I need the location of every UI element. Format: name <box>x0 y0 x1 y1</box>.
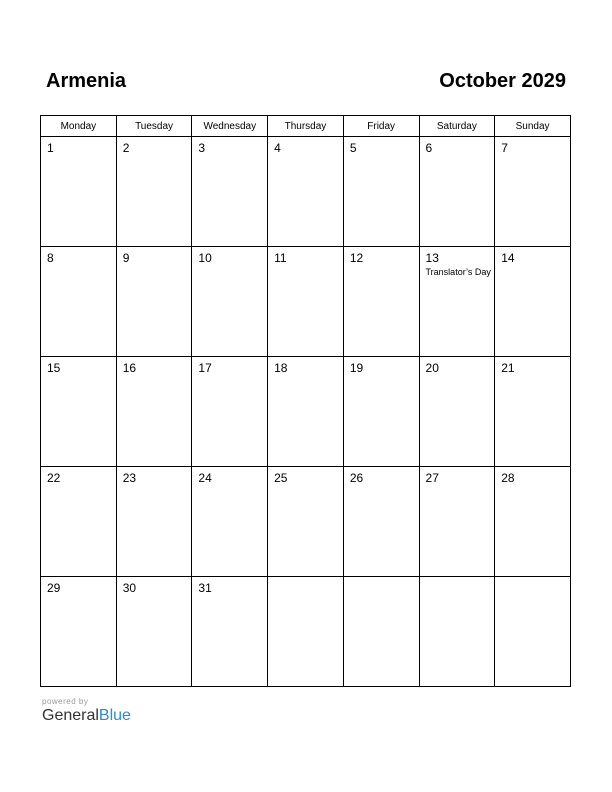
weekday-sunday: Sunday <box>495 116 571 137</box>
day-number: 6 <box>425 141 433 155</box>
day-cell <box>419 357 495 467</box>
day-number: 24 <box>198 471 212 485</box>
day-cell <box>41 467 117 577</box>
week-row <box>41 577 571 687</box>
calendar-header <box>46 70 566 100</box>
day-number: 27 <box>425 471 439 485</box>
weekday-friday: Friday <box>343 116 419 137</box>
day-cell <box>419 247 495 357</box>
calendar-grid <box>40 115 571 687</box>
week-row <box>41 247 571 357</box>
weekday-wednesday: Wednesday <box>192 116 268 137</box>
day-cell <box>343 137 419 247</box>
day-cell <box>268 247 344 357</box>
day-cell <box>192 577 268 687</box>
day-number: 13 <box>425 251 439 265</box>
day-number: 31 <box>198 581 212 595</box>
footer <box>42 697 131 725</box>
day-number: 1 <box>47 141 54 155</box>
day-cell <box>419 137 495 247</box>
day-cell <box>495 467 571 577</box>
day-cell <box>495 357 571 467</box>
day-number: 3 <box>198 141 206 155</box>
day-cell <box>116 137 192 247</box>
day-number: 16 <box>122 361 137 375</box>
powered-by-text: powered by <box>42 697 89 706</box>
day-cell <box>419 577 495 687</box>
day-cell <box>343 357 419 467</box>
day-cell <box>41 577 117 687</box>
day-number: 9 <box>122 251 130 265</box>
week-row <box>41 467 571 577</box>
generalblue-logo[interactable] <box>42 707 131 725</box>
day-number: 28 <box>501 471 515 485</box>
weekday-monday: Monday <box>41 116 117 137</box>
day-number: 23 <box>122 471 137 485</box>
day-number: 4 <box>274 141 281 155</box>
day-number: 7 <box>501 141 508 155</box>
weekday-tuesday: Tuesday <box>116 116 192 137</box>
weekday-saturday: Saturday <box>419 116 495 137</box>
week-row <box>41 137 571 247</box>
day-number: 14 <box>501 251 515 265</box>
day-cell <box>495 137 571 247</box>
week-row <box>41 357 571 467</box>
day-cell <box>116 357 192 467</box>
day-cell <box>192 137 268 247</box>
day-cell <box>268 577 344 687</box>
day-cell <box>495 247 571 357</box>
day-cell <box>419 467 495 577</box>
day-cell <box>192 467 268 577</box>
weekday-thursday: Thursday <box>268 116 344 137</box>
day-number: 15 <box>47 361 61 375</box>
day-number: 17 <box>198 361 212 375</box>
day-number: 26 <box>349 471 364 485</box>
month-year-title: October 2029 <box>439 70 566 92</box>
day-cell <box>495 577 571 687</box>
day-cell <box>192 357 268 467</box>
day-number: 8 <box>47 251 54 265</box>
day-cell <box>116 577 192 687</box>
day-cell <box>41 357 117 467</box>
day-cell <box>343 247 419 357</box>
day-number: 29 <box>47 581 61 595</box>
day-cell <box>116 247 192 357</box>
day-number: 2 <box>122 141 130 155</box>
day-cell <box>268 357 344 467</box>
day-number: 21 <box>501 361 515 375</box>
day-number: 10 <box>198 251 212 265</box>
day-number: 19 <box>349 361 364 375</box>
day-cell <box>268 467 344 577</box>
logo-text-general: General <box>42 707 99 724</box>
day-number: 20 <box>425 361 439 375</box>
day-number: 5 <box>349 141 357 155</box>
day-number: 12 <box>349 251 364 265</box>
day-cell <box>41 137 117 247</box>
day-cell <box>343 467 419 577</box>
weekday-header-row <box>41 116 571 137</box>
day-cell <box>41 247 117 357</box>
logo-text-blue: Blue <box>98 707 131 724</box>
day-cell <box>268 137 344 247</box>
holiday-label: Translator’s Day <box>425 267 491 277</box>
day-cell <box>343 577 419 687</box>
day-number: 18 <box>274 361 288 375</box>
country-title: Armenia <box>46 70 127 92</box>
day-number: 25 <box>274 471 288 485</box>
day-cell <box>192 247 268 357</box>
day-number: 11 <box>274 251 287 265</box>
day-number: 30 <box>122 581 137 595</box>
day-number: 22 <box>47 471 61 485</box>
day-cell <box>116 467 192 577</box>
